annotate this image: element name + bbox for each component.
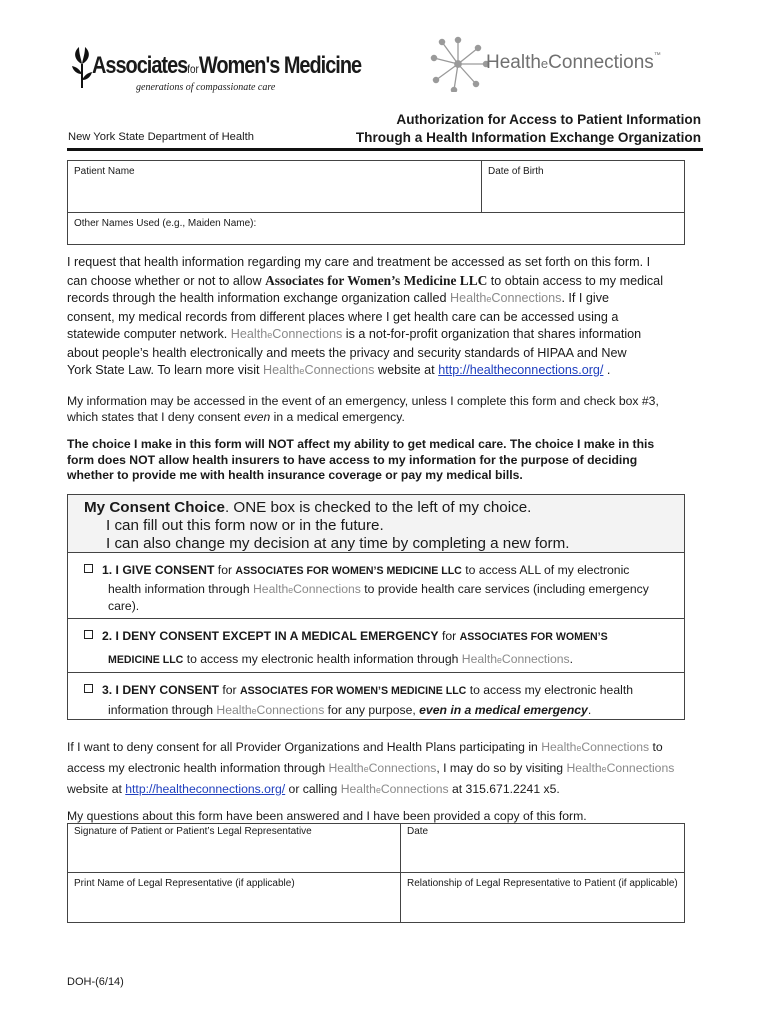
hc-name: HealtheConnections [566, 761, 675, 775]
emergency-paragraph [67, 393, 707, 425]
deny-line [67, 737, 717, 758]
consent-option-3[interactable] [68, 673, 684, 719]
text: in a medical emergency. [270, 410, 405, 424]
text: information through [108, 703, 217, 717]
deny-line [67, 758, 717, 779]
text: at 315.671.2241 x5. [448, 782, 560, 796]
date-of-birth-field[interactable] [482, 161, 684, 213]
option-title: 2. I DENY CONSENT EXCEPT IN A MEDICAL EMERGENCY [102, 629, 439, 643]
signature-field[interactable] [68, 824, 401, 873]
website-link[interactable]: http://healtheconnections.org/ [438, 363, 604, 377]
hc-health: Health [486, 52, 541, 73]
relationship-field[interactable] [401, 873, 684, 922]
questions-statement: My questions about this form have been answered and I have been provided a copy of this form. [67, 809, 587, 823]
intro-line: about people’s health electronically and meets the privacy and security standards of HIPAA and New [67, 345, 627, 360]
option-line [108, 580, 649, 600]
intro-line [67, 290, 707, 309]
deny-line [67, 779, 717, 800]
emphasis: even [243, 410, 271, 424]
org-name: ASSOCIATES FOR WOMEN’S [459, 631, 608, 643]
text: to access my electronic health [466, 683, 633, 697]
intro-line: consent, my medical records from different places where I get health care can be accessed using a [67, 309, 619, 324]
text: health information through [108, 582, 253, 596]
org-name: Associates for Women’s Medicine LLC [265, 272, 488, 288]
date-label: Date [407, 826, 429, 837]
other-names-label: Other Names Used (e.g., Maiden Name): [74, 218, 257, 229]
text: for [218, 683, 240, 697]
org-name: MEDICINE LLC [108, 654, 184, 666]
flower-icon [70, 44, 94, 90]
notice-line: form does NOT allow health insurers to have access to my information for the purpose of deciding [67, 452, 638, 467]
date-field[interactable] [401, 824, 684, 873]
option-line: care). [108, 599, 140, 613]
text: , I may do so by visiting [436, 761, 567, 775]
intro-line [67, 362, 707, 381]
awm-logo [70, 44, 362, 100]
dob-label: Date of Birth [488, 166, 544, 177]
hc-name: HealtheConnections [230, 327, 343, 341]
option-title: 1. I GIVE CONSENT [102, 563, 215, 577]
heading-rest: . ONE box is checked to the left of my choice. [224, 499, 532, 516]
title-line-1: Authorization for Access to Patient Information [396, 112, 701, 127]
emphasis: even in a medical emergency [419, 703, 588, 717]
text: to access my electronic health information through [183, 652, 462, 666]
page-title [356, 111, 701, 147]
text: to access ALL of my electronic [461, 563, 630, 577]
text: for [438, 629, 460, 643]
heading-bold: My Consent Choice [84, 499, 225, 516]
hc-name: HealtheConnections [541, 740, 650, 754]
consent-subline: I can also change my decision at any time by completing a new form. [106, 535, 570, 552]
hc-connections: Connections [548, 52, 654, 73]
healtheconnections-logo [428, 36, 661, 92]
text: or calling [285, 782, 341, 796]
text: for any purpose, [324, 703, 420, 717]
intro-line: I request that health information regarding my care and treatment be accessed as set forth on this form. I [67, 255, 651, 269]
option-3-checkbox[interactable] [84, 684, 93, 693]
hc-name: HealtheConnections [328, 761, 437, 775]
consent-option-1[interactable] [68, 553, 684, 619]
header-rule [67, 148, 703, 151]
deny-all-paragraph [67, 737, 717, 800]
text: for [214, 563, 236, 577]
text: . If I give [561, 291, 610, 305]
print-name-label: Print Name of Legal Representative (if applicable) [74, 878, 295, 889]
network-star-icon [428, 36, 492, 92]
text: . [603, 363, 611, 377]
bold-notice [67, 437, 712, 484]
option-2-checkbox[interactable] [84, 630, 93, 639]
intro-line [67, 272, 707, 291]
signature-box [67, 823, 685, 923]
option-1-checkbox[interactable] [84, 564, 93, 573]
org-name: ASSOCIATES FOR WOMEN’S MEDICINE LLC [239, 685, 467, 697]
patient-name-field[interactable] [68, 161, 482, 213]
print-name-field[interactable] [68, 873, 401, 922]
consent-option-2[interactable] [68, 619, 684, 673]
hc-tm: ™ [653, 52, 661, 59]
hc-name: HealtheConnections [461, 652, 570, 666]
awm-name-a: Associates [92, 52, 188, 79]
patient-name-label: Patient Name [74, 166, 135, 177]
hc-name: HealtheConnections [340, 782, 449, 796]
consent-subline: I can fill out this form now or in the future. [106, 517, 384, 534]
awm-name-b: Women's Medicine [198, 52, 362, 79]
text: which states that I deny consent [67, 410, 244, 424]
intro-paragraph [67, 254, 707, 381]
text: records through the health information exchange organization called [67, 291, 450, 305]
hc-name: HealtheConnections [449, 291, 562, 305]
consent-choice-box [67, 494, 685, 720]
intro-line [67, 326, 707, 345]
option-title: 3. I DENY CONSENT [102, 683, 219, 697]
consent-heading [84, 499, 569, 517]
org-name: ASSOCIATES FOR WOMEN’S MEDICINE LLC [235, 565, 462, 577]
notice-line: whether to provide me with health insurance coverage or pay my medical bills. [67, 468, 523, 482]
awm-name-for: for [187, 62, 199, 76]
other-names-field[interactable] [68, 213, 684, 244]
emergency-line [67, 409, 707, 425]
text: to provide health care services (including emergency [360, 582, 649, 596]
text: website at [374, 363, 439, 377]
text: can choose whether or not to allow [67, 273, 266, 288]
website-link[interactable]: http://healtheconnections.org/ [125, 782, 286, 796]
relationship-label: Relationship of Legal Representative to Patient (if applicable) [407, 878, 678, 889]
text: to obtain access to my medical [487, 273, 663, 288]
hc-name: HealtheConnections [263, 363, 375, 377]
hc-name: HealtheConnections [216, 703, 325, 717]
awm-tagline: generations of compassionate care [136, 82, 276, 93]
notice-line: The choice I make in this form will NOT affect my ability to get medical care. The choice I make in this [67, 437, 655, 451]
patient-info-box [67, 160, 685, 245]
text: access my electronic health information through [67, 761, 329, 775]
text: . [587, 703, 592, 717]
hc-name: HealtheConnections [253, 582, 361, 596]
hc-e: e [540, 56, 549, 71]
signature-label: Signature of Patient or Patient’s Legal Representative [74, 826, 312, 837]
form-code: DOH-(6/14) [67, 976, 124, 988]
consent-header [68, 495, 684, 553]
text: statewide computer network. [67, 327, 231, 341]
emergency-line: My information may be accessed in the event of an emergency, unless I complete this form and check box #3, [67, 394, 659, 408]
agency-name: New York State Department of Health [68, 131, 254, 143]
text: York State Law. To learn more visit [67, 363, 264, 377]
text: is a not-for-profit organization that shares information [342, 327, 642, 341]
text: to [649, 740, 663, 754]
text: If I want to deny consent for all Provider Organizations and Health Plans participating in [67, 740, 542, 754]
text: . [569, 652, 574, 666]
text: website at [67, 782, 126, 796]
title-line-2: Through a Health Information Exchange Organization [355, 130, 701, 145]
